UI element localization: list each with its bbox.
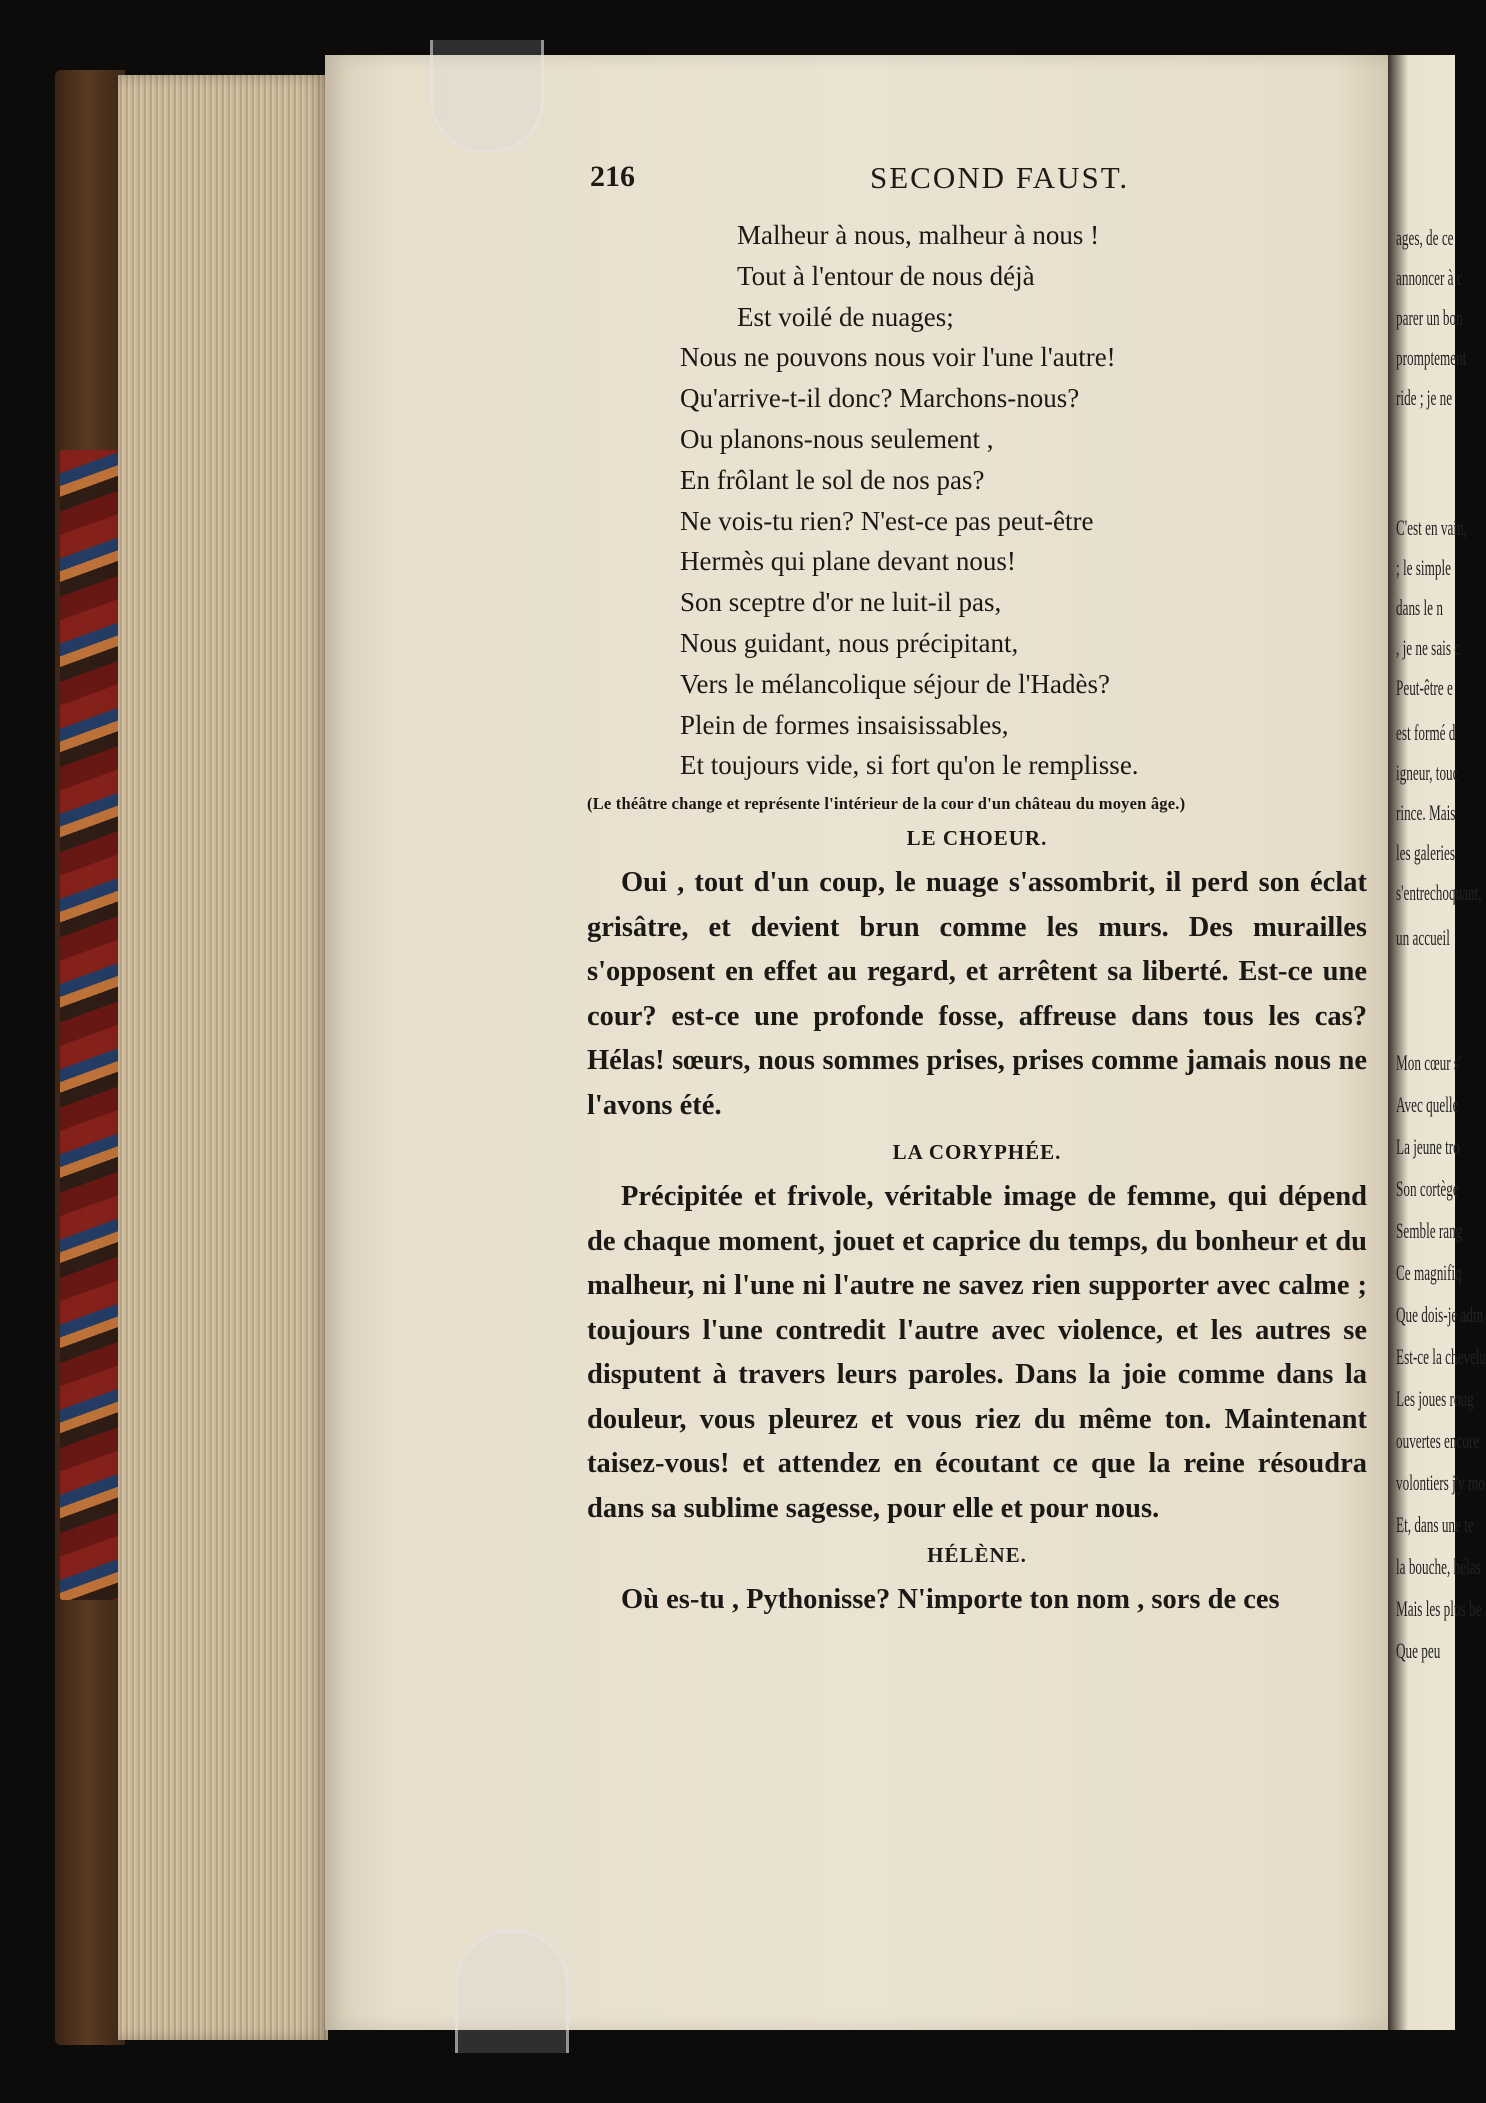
verse-line: Qu'arrive-t-il donc? Marchons-nous? [680, 383, 1080, 414]
marbled-endpaper [60, 450, 118, 1600]
facing-page-line: est formé d [1396, 720, 1456, 745]
facing-page-line: promptement [1396, 345, 1467, 370]
facing-page-line: C'est en vain, [1396, 515, 1467, 540]
facing-page-line: volontiers j'y mo [1396, 1470, 1485, 1495]
facing-page-line: Peut-être e [1396, 675, 1453, 700]
facing-page-line: Que dois-je adm [1396, 1302, 1484, 1327]
speech-paragraph: Précipitée et frivole, véritable image de femme, qui dépend de chaque moment, jouet et caprice du temps, du bonheur et du malheur, ni l'une ni l'autre ne savez rien supporter avec calme ; toujours l'une contredit l'autre avec violence, et les autres se disputent à travers leurs paroles. Dans la joie comme dans la douleur, vous pleurez et vous riez du même ton. Maintenant taisez-vous! et attendez en écoutant ce que la reine résoudra dans sa sublime sagesse, pour elle et pour nous. [587, 1181, 1367, 1524]
facing-page-line: igneur, touc [1396, 760, 1459, 785]
facing-page-line: La jeune tro [1396, 1134, 1460, 1159]
speaker-name: HÉLÈNE. [927, 1543, 1027, 1568]
running-title: SECOND FAUST. [870, 160, 1130, 195]
verse-line: Ou planons-nous seulement , [680, 423, 994, 454]
facing-page-line: , je ne sais c [1396, 635, 1461, 660]
facing-page-line: les galeries [1396, 840, 1456, 865]
facing-page-line: Et, dans une te [1396, 1512, 1474, 1537]
verse-line: Nous ne pouvons nous voir l'une l'autre! [680, 342, 1116, 373]
verse-line: Nous guidant, nous précipitant, [680, 627, 1019, 658]
facing-page-line: la bouche, hélas [1396, 1554, 1481, 1579]
verse-line: Est voilé de nuages; [737, 301, 954, 332]
facing-page-fragment [1388, 55, 1486, 2030]
page-number: 216 [590, 160, 635, 193]
speaker-name: LE CHOEUR. [906, 826, 1048, 851]
facing-page-line: Mais les plus be [1396, 1596, 1482, 1621]
verse-line: Plein de formes insaisissables, [680, 709, 1009, 740]
facing-page-line: ages, de ce [1396, 225, 1454, 250]
page-clip-top [430, 40, 544, 153]
facing-page-line: Est-ce la chevelu [1396, 1344, 1486, 1369]
verse-line: Malheur à nous, malheur à nous ! [737, 220, 1100, 250]
page-clip-bottom [455, 1930, 569, 2053]
facing-page-line: Ce magnifiq [1396, 1260, 1462, 1285]
facing-page-line: Les joues roug [1396, 1386, 1474, 1411]
facing-page-line: Semble rang [1396, 1218, 1463, 1243]
verse-line: Hermès qui plane devant nous! [680, 546, 1016, 577]
verse-line: Tout à l'entour de nous déjà [737, 260, 1035, 291]
facing-page-line: Que peu [1396, 1638, 1441, 1663]
facing-page-line: s'entrechoquant, [1396, 880, 1482, 905]
page-text [587, 215, 1367, 1623]
facing-page-line: ; le simple [1396, 555, 1451, 580]
facing-page-line: ouvertes encore [1396, 1428, 1480, 1453]
speaker-name: LA CORYPHÉE. [892, 1140, 1062, 1165]
speech-paragraph: Oui , tout d'un coup, le nuage s'assombrit, il perd son éclat grisâtre, et devient brun comme les murs. Des murailles s'opposent en effet au regard, et arrêtent sa liberté. Est-ce une cour? est-ce une profonde fosse, affreuse dans tous les cas? Hélas! sœurs, nous sommes prises, prises comme jamais nous ne l'avons été. [587, 867, 1367, 1121]
facing-page-line: parer un bon [1396, 305, 1463, 330]
facing-page-line: Avec quelle [1396, 1092, 1459, 1117]
facing-page-line: Son cortège [1396, 1176, 1459, 1201]
facing-page-line: annoncer à c [1396, 265, 1463, 290]
facing-page-line: ride ; je ne [1396, 385, 1453, 410]
facing-page-line: rince. Mais [1396, 800, 1456, 825]
stage-direction: (Le théâtre change et représente l'intérieur de la cour d'un château du moyen âge.) [587, 794, 1186, 814]
facing-page-line: Mon cœur s' [1396, 1050, 1462, 1075]
verse-line: En frôlant le sol de nos pas? [680, 464, 985, 495]
verse-line: Son sceptre d'or ne luit-il pas, [680, 587, 1002, 618]
page-header [590, 160, 1310, 210]
verse-line: Ne vois-tu rien? N'est-ce pas peut-être [680, 505, 1094, 536]
page-block-edges [118, 75, 328, 2040]
facing-page-line: dans le n [1396, 595, 1443, 620]
speech-paragraph: Où es-tu , Pythonisse? N'importe ton nom , sors de ces [621, 1584, 1280, 1616]
verse-line: Et toujours vide, si fort qu'on le remplisse. [680, 750, 1139, 781]
facing-page-line: un accueil [1396, 925, 1450, 950]
verse-line: Vers le mélancolique séjour de l'Hadès? [680, 668, 1110, 699]
